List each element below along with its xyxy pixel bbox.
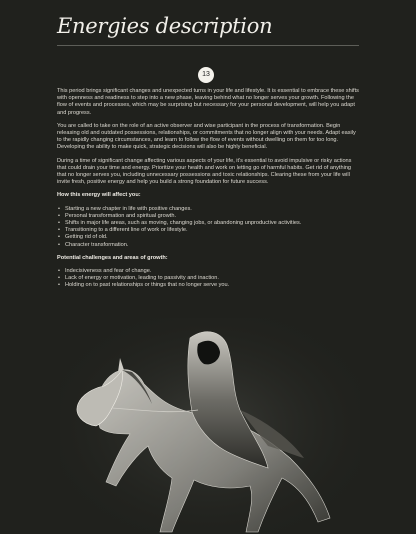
challenges-list [57, 268, 361, 290]
list-item: • Getting rid of old. [65, 234, 361, 241]
page-title: Energies description [57, 14, 273, 38]
paragraph-1: This period brings significant changes and unexpected turns in your life and lifestyle. It is essential to embrace these shifts with openness and readiness to step into a new phase, leaving behind what no longer serves your growth. Following the flow of events and processes, which may be surprising but necessary for your personal development, will help you adapt and progress. [57, 88, 359, 116]
list-item: • Starting a new chapter in life with positive changes. [65, 206, 361, 213]
paragraph-3: During a time of significant change affecting various aspects of your life, it's essential to avoid impulsive or risky actions that could drain your time and energy. Prioritize your health and work on letting go of harmful habits. Get rid of anything that no longer serves you, including unnecessary possessions and toxic relationships. Clearing these from your life will invite fresh, positive energy and help you build a strong foundation for future success. [57, 157, 352, 186]
list-item: • Personal transformation and spiritual growth. [65, 213, 361, 220]
list-item: • Transitioning to a different line of work or lifestyle. [65, 227, 361, 234]
list-item: • Lack of energy or motivation, leading to passivity and inaction. [65, 275, 361, 282]
hooded-rider-illustration [60, 318, 360, 534]
effects-heading: How this energy will affect you: [57, 192, 141, 199]
title-divider [57, 45, 359, 46]
list-item: • Character transformation. [65, 242, 361, 249]
list-item: • Holding on to past relationships or things that no longer serve you. [65, 282, 361, 289]
effects-list [57, 206, 361, 249]
paragraph-2: You are called to take on the role of an active observer and wise participant in the process of transformation. Begin releasing old and outdated possessions, relationships, or commitments that no longer align with your needs. Adapt easily to the rapidly changing circumstances, and learn to follow the flow of events without dwelling on them for too long. Developing the ability to make quick, strategic decisions will also be highly beneficial. [57, 122, 356, 151]
challenges-heading: Potential challenges and areas of growth: [57, 254, 168, 261]
description-body [57, 88, 361, 296]
list-item: • Shifts in major life areas, such as moving, changing jobs, or abandoning unproductive activities. [65, 220, 361, 227]
list-item: • Indecisiveness and fear of change. [65, 268, 361, 275]
energy-number-badge: 13 [198, 67, 214, 83]
